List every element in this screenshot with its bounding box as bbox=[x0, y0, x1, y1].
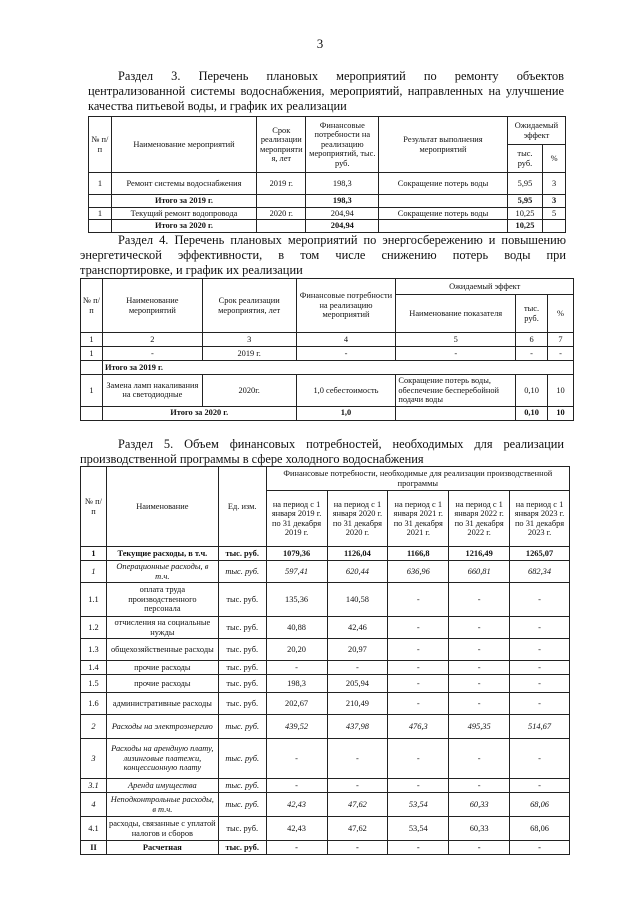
cell: 660,81 bbox=[449, 561, 510, 583]
table-row bbox=[81, 739, 570, 779]
table-row bbox=[81, 583, 570, 617]
cell: Итого за 2020 г. bbox=[102, 406, 296, 420]
cell: 1.2 bbox=[81, 617, 107, 639]
cell: 495,35 bbox=[449, 715, 510, 739]
cell: 42,46 bbox=[327, 617, 388, 639]
cell: 439,52 bbox=[266, 715, 327, 739]
cell: - bbox=[266, 841, 327, 855]
table-row bbox=[89, 220, 566, 233]
s3-header-name: Наименование мероприятий bbox=[111, 117, 256, 173]
table-row bbox=[81, 779, 570, 793]
cell: тыс. руб. bbox=[218, 841, 266, 855]
cell: 53,54 bbox=[388, 793, 449, 817]
cell: Текущие расходы, в т.ч. bbox=[106, 547, 218, 561]
cell: тыс. руб. bbox=[218, 583, 266, 617]
cell: 1,0 bbox=[296, 406, 396, 420]
cell: - bbox=[516, 347, 548, 361]
cell: тыс. руб. bbox=[218, 793, 266, 817]
table-row bbox=[81, 693, 570, 715]
section3-title-line1: Раздел 3. Перечень плановых мероприятий по ремонту объектов bbox=[118, 69, 564, 83]
cell bbox=[89, 195, 112, 208]
cell: 42,43 bbox=[266, 793, 327, 817]
cell: - bbox=[510, 779, 570, 793]
s5-header-fin: Финансовые потребности, необходимые для реализации производственной программы bbox=[266, 467, 569, 491]
cell: - bbox=[388, 617, 449, 639]
s4-header-fin: Финансовые потребности на реализацию мероприятий bbox=[296, 279, 396, 333]
cell: 4 bbox=[296, 333, 396, 347]
cell: - bbox=[449, 661, 510, 675]
table-row bbox=[81, 675, 570, 693]
cell: 7 bbox=[548, 333, 574, 347]
table-row bbox=[81, 793, 570, 817]
cell: 3 bbox=[543, 173, 566, 195]
s3-header-result: Результат выполнения мероприятий bbox=[379, 117, 508, 173]
cell: - bbox=[449, 583, 510, 617]
table-row bbox=[81, 406, 574, 420]
cell: тыс. руб. bbox=[218, 547, 266, 561]
cell: прочие расходы bbox=[106, 675, 218, 693]
cell: - bbox=[510, 693, 570, 715]
s5-header-unit: Ед. изм. bbox=[218, 467, 266, 547]
cell: тыс. руб. bbox=[218, 639, 266, 661]
table-row bbox=[81, 715, 570, 739]
cell: 5,95 bbox=[507, 173, 542, 195]
s4-header-no: № п/п bbox=[81, 279, 103, 333]
cell: 5 bbox=[396, 333, 516, 347]
cell: административные расходы bbox=[106, 693, 218, 715]
cell: 198,3 bbox=[306, 195, 379, 208]
cell: 1126,04 bbox=[327, 547, 388, 561]
cell: Неподконтрольные расходы, в т.ч. bbox=[106, 793, 218, 817]
cell: 1216,49 bbox=[449, 547, 510, 561]
cell: 437,98 bbox=[327, 715, 388, 739]
s4-header-effect: Ожидаемый эффект bbox=[396, 279, 574, 295]
cell: - bbox=[510, 661, 570, 675]
section3-table bbox=[88, 116, 566, 233]
section4-title-line1: Раздел 4. Перечень плановых мероприятий по энергосбережению и повышению bbox=[118, 233, 566, 247]
cell: II bbox=[81, 841, 107, 855]
table-row bbox=[81, 375, 574, 407]
cell: 2 bbox=[81, 715, 107, 739]
table-row bbox=[81, 361, 574, 375]
s4-header-indicator: Наименование показателя bbox=[396, 295, 516, 333]
cell: 1,0 себестоимость bbox=[296, 375, 396, 407]
cell: 3 bbox=[202, 333, 296, 347]
cell: - bbox=[266, 661, 327, 675]
cell: 2019 г. bbox=[202, 347, 296, 361]
cell: 4 bbox=[81, 793, 107, 817]
cell: тыс. руб. bbox=[218, 715, 266, 739]
cell: 6 bbox=[516, 333, 548, 347]
cell: оплата труда производственного персонала bbox=[106, 583, 218, 617]
cell: 682,34 bbox=[510, 561, 570, 583]
cell: общехозяйственные расходы bbox=[106, 639, 218, 661]
cell: тыс. руб. bbox=[218, 693, 266, 715]
cell: 514,67 bbox=[510, 715, 570, 739]
cell: 20,97 bbox=[327, 639, 388, 661]
cell: Итого за 2019 г. bbox=[102, 361, 573, 375]
cell: Расходы на электроэнергию bbox=[106, 715, 218, 739]
s3-header-term: Срок реализации мероприяти я, лет bbox=[257, 117, 306, 173]
cell: - bbox=[449, 779, 510, 793]
cell bbox=[257, 220, 306, 233]
table-row bbox=[81, 661, 570, 675]
cell: 10,25 bbox=[507, 207, 542, 220]
cell: - bbox=[510, 617, 570, 639]
cell: 1 bbox=[89, 173, 112, 195]
cell bbox=[89, 220, 112, 233]
cell: - bbox=[396, 347, 516, 361]
cell: расходы, связанные с уплатой налогов и сборов bbox=[106, 817, 218, 841]
s5-header-period-2020: на период с 1 января 2020 г. по 31 декабря 2020 г. bbox=[327, 491, 388, 547]
cell bbox=[379, 220, 508, 233]
s3-header-effect: Ожидаемый эффект bbox=[507, 117, 565, 145]
cell: - bbox=[266, 779, 327, 793]
cell: 20,20 bbox=[266, 639, 327, 661]
cell: 204,94 bbox=[306, 220, 379, 233]
table-row bbox=[89, 195, 566, 208]
cell: 5,95 bbox=[507, 195, 542, 208]
cell: тыс. руб. bbox=[218, 739, 266, 779]
cell: 135,36 bbox=[266, 583, 327, 617]
cell: Аренда имущества bbox=[106, 779, 218, 793]
cell: 0,10 bbox=[516, 406, 548, 420]
cell: 597,41 bbox=[266, 561, 327, 583]
cell: 47,62 bbox=[327, 793, 388, 817]
cell: - bbox=[388, 675, 449, 693]
cell: тыс. руб. bbox=[218, 561, 266, 583]
cell: - bbox=[510, 583, 570, 617]
s3-header-effect-rub: тыс. руб. bbox=[507, 145, 542, 173]
s4-header-pct: % bbox=[548, 295, 574, 333]
s5-header-no: № п/п bbox=[81, 467, 107, 547]
cell: - bbox=[449, 841, 510, 855]
cell: 3 bbox=[81, 739, 107, 779]
table-row bbox=[81, 347, 574, 361]
section5-table bbox=[80, 466, 570, 855]
cell: 68,06 bbox=[510, 793, 570, 817]
cell: тыс. руб. bbox=[218, 779, 266, 793]
cell: тыс. руб. bbox=[218, 617, 266, 639]
cell: - bbox=[510, 675, 570, 693]
table-row bbox=[81, 333, 574, 347]
cell: Расходы на арендную плату, лизинговые платежи, концессионную плату bbox=[106, 739, 218, 779]
cell: 620,44 bbox=[327, 561, 388, 583]
page-number: 3 bbox=[316, 36, 324, 51]
cell: 205,94 bbox=[327, 675, 388, 693]
cell: - bbox=[449, 617, 510, 639]
cell: Текущий ремонт водопровода bbox=[111, 207, 256, 220]
s3-header-effect-pct: % bbox=[543, 145, 566, 173]
cell: - bbox=[449, 693, 510, 715]
s3-header-fin: Финансовые потребности на реализацию мероприятий, тыс. руб. bbox=[306, 117, 379, 173]
cell: - bbox=[102, 347, 202, 361]
cell bbox=[379, 195, 508, 208]
cell: Итого за 2019 г. bbox=[111, 195, 256, 208]
cell: - bbox=[388, 841, 449, 855]
cell: - bbox=[548, 347, 574, 361]
cell: 10 bbox=[548, 375, 574, 407]
cell: - bbox=[327, 841, 388, 855]
cell: - bbox=[449, 639, 510, 661]
cell: - bbox=[388, 661, 449, 675]
cell: 1265,07 bbox=[510, 547, 570, 561]
section4-table bbox=[80, 278, 574, 421]
s5-header-period-2022: на период с 1 января 2022 г. по 31 декабря 2022 г. bbox=[449, 491, 510, 547]
cell: Расчетная bbox=[106, 841, 218, 855]
section4-title-line3: транспортировке, и график их реализации bbox=[80, 263, 303, 277]
section3-title-line3: качества питьевой воды, и график их реализации bbox=[88, 99, 347, 113]
cell: Операционные расходы, в т.ч. bbox=[106, 561, 218, 583]
cell: 2020г. bbox=[202, 375, 296, 407]
cell: 1 bbox=[81, 561, 107, 583]
s5-header-period-2021: на период с 1 января 2021 г. по 31 декабря 2021 г. bbox=[388, 491, 449, 547]
cell: 2019 г. bbox=[257, 173, 306, 195]
cell: - bbox=[388, 693, 449, 715]
cell: 60,33 bbox=[449, 793, 510, 817]
section4-title-line2: энергетической эффективности, в том числе снижению потерь воды при bbox=[80, 248, 566, 262]
cell: - bbox=[327, 661, 388, 675]
cell: - bbox=[510, 841, 570, 855]
cell: 0,10 bbox=[516, 375, 548, 407]
cell: - bbox=[388, 739, 449, 779]
cell: Сокращение потерь воды, обеспечение бесперебойной подачи воды bbox=[396, 375, 516, 407]
s3-header-no: № п/ п bbox=[89, 117, 112, 173]
cell: - bbox=[388, 639, 449, 661]
cell: 198,3 bbox=[306, 173, 379, 195]
s4-header-rub: тыс. руб. bbox=[516, 295, 548, 333]
cell: 1 bbox=[81, 375, 103, 407]
cell bbox=[257, 195, 306, 208]
cell: тыс. руб. bbox=[218, 675, 266, 693]
section3-title-line2: централизованной системы водоснабжения, мероприятий, направленных на улучшение bbox=[88, 84, 564, 98]
cell: Ремонт системы водоснабжения bbox=[111, 173, 256, 195]
cell: 1166,8 bbox=[388, 547, 449, 561]
cell: 1 bbox=[81, 547, 107, 561]
section5-title-line1: Раздел 5. Объем финансовых потребностей, необходимых для реализации bbox=[118, 437, 564, 451]
cell: - bbox=[449, 739, 510, 779]
cell: - bbox=[327, 739, 388, 779]
cell: 1.3 bbox=[81, 639, 107, 661]
cell: - bbox=[266, 739, 327, 779]
cell: 42,43 bbox=[266, 817, 327, 841]
cell: 5 bbox=[543, 207, 566, 220]
table-row bbox=[81, 817, 570, 841]
cell: 1.1 bbox=[81, 583, 107, 617]
cell: 1 bbox=[81, 347, 103, 361]
cell: 2020 г. bbox=[257, 207, 306, 220]
cell: 210,49 bbox=[327, 693, 388, 715]
table-row bbox=[81, 841, 570, 855]
cell: - bbox=[388, 779, 449, 793]
cell: 2 bbox=[102, 333, 202, 347]
table-row bbox=[81, 617, 570, 639]
cell: 47,62 bbox=[327, 817, 388, 841]
cell: 3 bbox=[543, 195, 566, 208]
cell: 3.1 bbox=[81, 779, 107, 793]
table-row bbox=[89, 173, 566, 195]
cell: 636,96 bbox=[388, 561, 449, 583]
cell: 476,3 bbox=[388, 715, 449, 739]
cell: 1.6 bbox=[81, 693, 107, 715]
s4-header-term: Срок реализации мероприятия, лет bbox=[202, 279, 296, 333]
cell: - bbox=[449, 675, 510, 693]
cell: 204,94 bbox=[306, 207, 379, 220]
cell: Сокращение потерь воды bbox=[379, 173, 508, 195]
section5-title-line2: производственной программы в сфере холодного водоснабжения bbox=[80, 452, 424, 466]
cell: 1079,36 bbox=[266, 547, 327, 561]
cell: 40,88 bbox=[266, 617, 327, 639]
cell: 198,3 bbox=[266, 675, 327, 693]
cell: - bbox=[296, 347, 396, 361]
s4-header-name: Наименование мероприятий bbox=[102, 279, 202, 333]
cell: - bbox=[388, 583, 449, 617]
cell: прочие расходы bbox=[106, 661, 218, 675]
cell: 53,54 bbox=[388, 817, 449, 841]
cell: 1 bbox=[89, 207, 112, 220]
table-row bbox=[81, 561, 570, 583]
cell: - bbox=[327, 779, 388, 793]
cell: тыс. руб. bbox=[218, 661, 266, 675]
cell: 1.5 bbox=[81, 675, 107, 693]
cell: 202,67 bbox=[266, 693, 327, 715]
table-row bbox=[81, 639, 570, 661]
cell: Итого за 2020 г. bbox=[111, 220, 256, 233]
cell: 1.4 bbox=[81, 661, 107, 675]
s5-header-period-2023: на период с 1 января 2023 г. по 31 декабря 2023 г. bbox=[510, 491, 570, 547]
cell: тыс. руб. bbox=[218, 817, 266, 841]
cell: 10,25 bbox=[507, 220, 542, 233]
cell: Замена ламп накаливания на светодиодные bbox=[102, 375, 202, 407]
cell: - bbox=[510, 639, 570, 661]
cell: 60,33 bbox=[449, 817, 510, 841]
table-row bbox=[81, 547, 570, 561]
table-row bbox=[89, 207, 566, 220]
s5-header-name: Наименование bbox=[106, 467, 218, 547]
cell bbox=[543, 220, 566, 233]
s5-header-period-2019: на период с 1 января 2019 г. по 31 декабря 2019 г. bbox=[266, 491, 327, 547]
cell: 68,06 bbox=[510, 817, 570, 841]
cell: отчисления на социальные нужды bbox=[106, 617, 218, 639]
cell: 10 bbox=[548, 406, 574, 420]
cell: 140,58 bbox=[327, 583, 388, 617]
cell: - bbox=[510, 739, 570, 779]
cell: 4.1 bbox=[81, 817, 107, 841]
cell: Сокращение потерь воды bbox=[379, 207, 508, 220]
cell: 1 bbox=[81, 333, 103, 347]
